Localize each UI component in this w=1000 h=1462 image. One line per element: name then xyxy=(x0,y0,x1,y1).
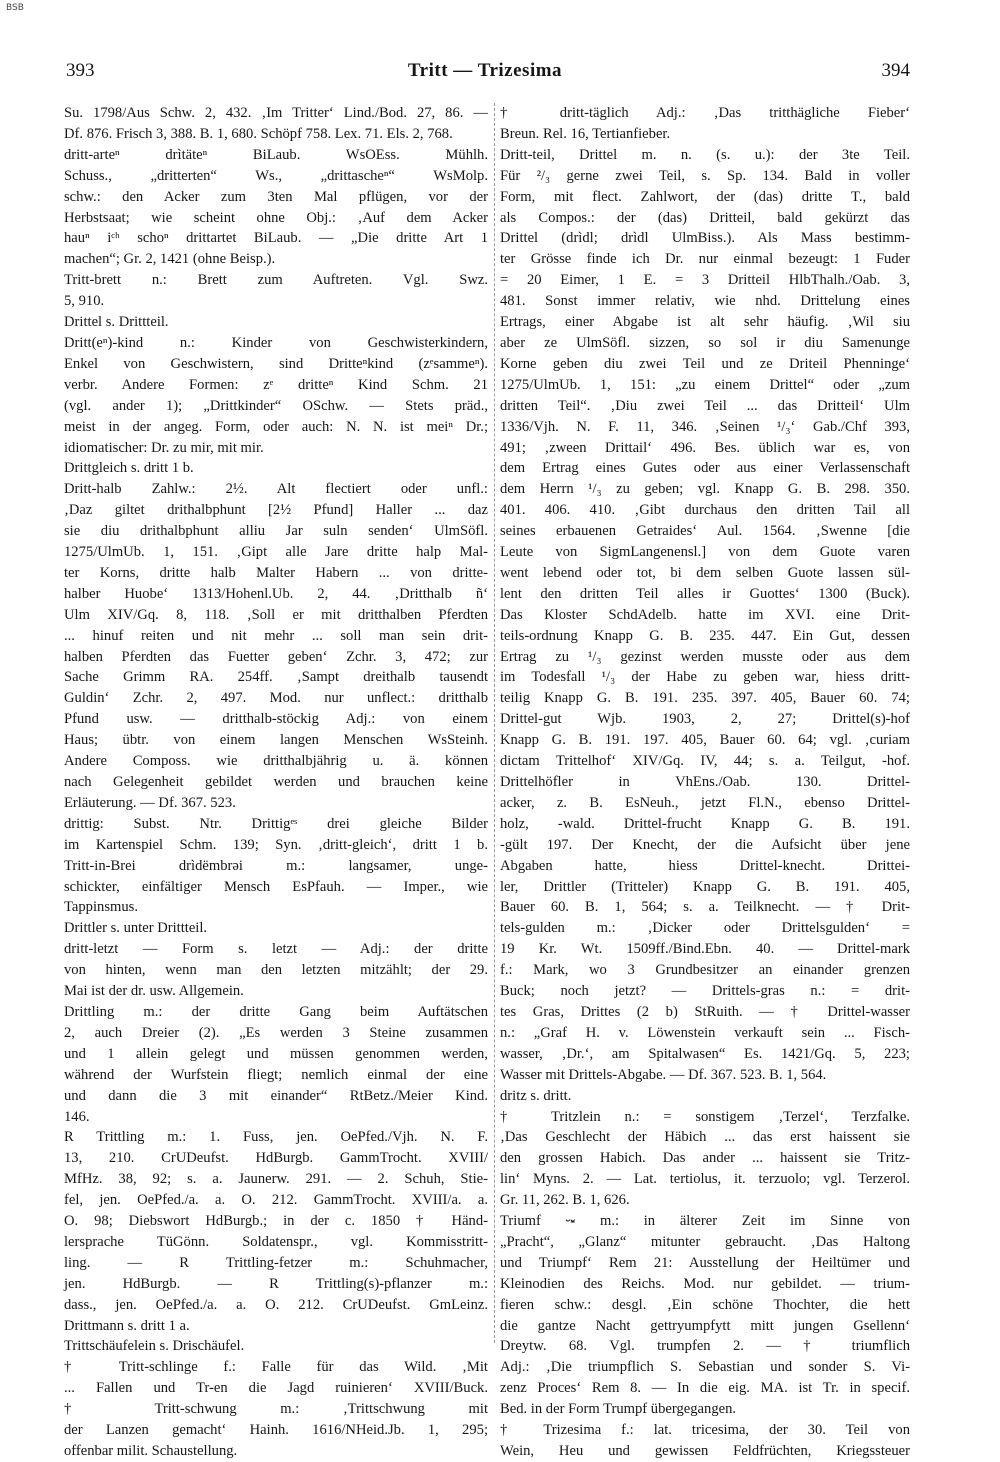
text-line: Kleinodien des Reichs. Mod. nur gebildet. — trium- xyxy=(500,1275,910,1292)
text-line: dass., jen. OePfed./a. a. O. 212. CrUDeufst. GmLeinz. xyxy=(64,1296,488,1313)
text-line: went lebend oder tot, bi dem selben Guote lassen sül- xyxy=(500,564,910,581)
text-line: teils-ordnung Knapp G. B. 235. 447. Ein Gut, dessen xyxy=(500,627,910,644)
text-line: dictam Trittelhof‘ XIV/Gq. IV, 44; s. a. Teilgut, -hof. xyxy=(500,753,910,770)
text-line: Ertrags, einer Abgabe ist alt sehr häufig. ‚Wil siu xyxy=(500,314,910,331)
text-line: Ertrag zu ¹/₃ gezinst werden musste oder aus dem xyxy=(500,648,910,665)
text-line: Drittel-gut Wjb. 1903, 2, 27; Drittel(s)-hof xyxy=(500,711,910,728)
text-line: jen. HdBurgb. — R Trittling(s)-pflanzer m.: xyxy=(64,1275,488,1292)
text-line: 1275/UlmUb. 1, 151. ‚Gipt alle Jare dritte halp Mal- xyxy=(64,544,488,561)
text-line: als Compos.: der (das) Dritteil, bald gekürzt das xyxy=(500,209,910,226)
text-line: lersprache TüGönn. Soldatenspr., vgl. Kommisstritt- xyxy=(64,1233,488,1250)
text-line: -gült 197. Der Knecht, der die Aufsicht über jene xyxy=(500,836,910,853)
text-line: tes Gras, Drittes (2 b) StRuith. — † Drittel-wasser xyxy=(500,1003,910,1020)
text-line: Erläuterung. — Df. 367. 523. xyxy=(64,794,236,811)
text-line: der Lanzen gemacht‘ Hainh. 1616/NHeid.Jb. 1, 295; xyxy=(64,1422,488,1439)
text-line: die gantze Nacht gettryumpfytt mitt jungen Gsellenn‘ xyxy=(500,1317,910,1334)
text-line: R Trittling m.: 1. Fuss, jen. OePfed./Vjh. N. F. xyxy=(64,1129,488,1146)
text-line: Df. 876. Frisch 3, 388. B. 1, 680. Schöpf 758. Lex. 71. Els. 2, 768. xyxy=(64,125,453,142)
text-line: ... Fallen und Tr-en die Jagd ruinieren‘ XVIII/Buck. xyxy=(64,1380,488,1397)
text-line: teilig Knapp G. B. 191. 235. 397. 405, Bauer 60. 74; xyxy=(500,690,910,707)
text-line: ‚Das Geschlecht der Häbich ... das erst haissent sie xyxy=(500,1129,910,1146)
text-line: Gr. 11, 262. B. 1, 626. xyxy=(500,1192,630,1209)
text-line: n.: „Graf H. v. Löwenstein verkauft sein ... Fisch- xyxy=(500,1024,910,1041)
text-line: Drittel (drìdl; drìdl UlmBiss.). Als Mass bestimm- xyxy=(500,230,910,247)
text-line: und dann die 3 mit einander“ RtBetz./Meier Kind. xyxy=(64,1087,488,1104)
text-line: seines erbauenen Getraides‘ Aul. 1564. ‚Swenne [die xyxy=(500,523,910,540)
text-line: wasser, ‚Dr.‘, am Spitalwasen“ Es. 1421/Gq. 5, 223; xyxy=(500,1045,910,1062)
text-line: Wasser mit Drittels-Abgabe. — Df. 367. 523. B. 1, 564. xyxy=(500,1066,827,1083)
text-line: Andere Composs. wie dritthalbjährig u. ä. können xyxy=(64,753,488,770)
text-line: Abgaben hatte, hiess Drittel-knecht. Drittei- xyxy=(500,857,910,874)
text-line: dem Ertrag eines Gutes oder aus einer Verlassenschaft xyxy=(500,460,910,477)
text-line: hauⁿ iᶜʰ schoⁿ drittartet BiLaub. — „Die dritte Art 1 xyxy=(64,230,488,247)
text-line: (vgl. ander 1); „Drittkinder“ OSchw. — Stets präd., xyxy=(64,397,488,414)
text-line: lent den dritten Teil alles ir Guottes‘ 1300 (Buck). xyxy=(500,585,910,602)
column-divider xyxy=(494,103,495,1343)
text-line: Knapp G. B. 191. 197. 405, Bauer 60. 64; vgl. ‚curiam xyxy=(500,732,910,749)
text-line: Korne geben diu zwei Teil und ze Driteil Phenninge‘ xyxy=(500,355,910,372)
text-line: Tritt-in-Brei drìdëmbrəi m.: langsamer, unge- xyxy=(64,857,488,874)
text-line: tels-gulden m.: ‚Dicker oder Drittelsgulden‘ = xyxy=(500,920,910,937)
text-line: Enkel von Geschwistern, sind Dritteⁿkind (zᵉsammeⁿ). xyxy=(64,355,488,372)
page-header xyxy=(60,60,910,86)
text-line: Tappinsmus. xyxy=(64,899,138,916)
text-line: † Tritzlein n.: = sonstigem ‚Terzel‘, Terzfalke. xyxy=(500,1108,910,1125)
text-line: 5, 910. xyxy=(64,293,105,310)
text-line: Drittler s. unter Drittteil. xyxy=(64,920,208,937)
left-column xyxy=(64,103,488,1459)
text-line: dritt-arteⁿ drìtäteⁿ BiLaub. WsOEss. Mühlh. xyxy=(64,146,488,163)
text-line: Haus; übtr. von einem langen Menschen WsSteinh. xyxy=(64,732,488,749)
text-line: 1275/UlmUb. 1, 151: „zu einem Drittel“ oder „zum xyxy=(500,376,910,393)
text-line: im Kartenspiel Schm. 139; Syn. ‚dritt-gleich‘, dritt 1 b. xyxy=(64,836,488,853)
text-line: Sache Grimm RA. 254ff. ‚Sampt dreithalb tausendt xyxy=(64,669,488,686)
text-line: Dritt(eⁿ)-kind n.: Kinder von Geschwisterkindern, xyxy=(64,334,488,351)
text-line: und Triumpf‘ Rem 21: Ausstellung der Heiltümer und xyxy=(500,1254,910,1271)
text-line: fieren schw.: desgl. ‚Ein schöne Thochter, die hett xyxy=(500,1296,910,1313)
library-stamp: BSB xyxy=(6,3,24,13)
text-line: 1336/Vjh. N. F. 11, 346. ‚Seinen ¹/₃‘ Gab./Chf 393, xyxy=(500,418,910,435)
right-column xyxy=(500,103,910,1459)
text-line: Bed. in der Form Trumpf übergegangen. xyxy=(500,1401,737,1418)
text-line: offenbar milit. Schaustellung. xyxy=(64,1443,238,1459)
text-line: Tritt-brett n.: Brett zum Auftreten. Vgl. Swz. xyxy=(64,272,488,289)
text-line: ling. — R Trittling-fetzer m.: Schuhmacher, xyxy=(64,1254,488,1271)
text-line: 481. Sonst immer relativ, wie nhd. Drittelung eines xyxy=(500,293,910,310)
text-line: dritz s. dritt. xyxy=(500,1087,572,1104)
text-line: nach Gelegenheit gebildet werden und brauchen keine xyxy=(64,774,488,790)
text-line: Drittelhöfler in VhEns./Oab. 130. Drittel- xyxy=(500,774,910,790)
text-line: halber Huobe‘ 1313/Hohenl.Ub. 2, 44. ‚Dritthalb ñ‘ xyxy=(64,585,488,602)
text-line: und 1 allein gelegt und müssen genommen werden, xyxy=(64,1045,488,1062)
text-line: f.: Mark, wo 3 Grundbesitzer an einander grenzen xyxy=(500,962,910,979)
text-line: dritten Teil“. ‚Diu zwei Teil ... das Dritteil‘ Ulm xyxy=(500,397,910,414)
text-line: Dreytw. 68. Vgl. trumpfen 2. — † triumflich xyxy=(500,1338,910,1355)
text-line: sie diu drithalbphunt alliu Jar suln senden‘ UlmSöfl. xyxy=(64,523,488,540)
text-line: zenz Proces‘ Rem 8. — In die eig. MA. ist Tr. in specif. xyxy=(500,1380,910,1397)
text-line: Triumf ⏑⏓ m.: in älterer Zeit im Sinne von xyxy=(500,1213,910,1230)
text-line: Dritt-halb Zahlw.: 2½. Alt flectiert oder unfl.: xyxy=(64,481,488,498)
text-line: Mai ist der dr. usw. Allgemein. xyxy=(64,983,244,1000)
text-line: Wein, Heu und gewissen Feldfrüchten, Kriegssteuer xyxy=(500,1443,910,1459)
text-line: von hinten, wenn man den letzten mitzählt; der 29. xyxy=(64,962,488,979)
text-line: Leute von SigmLangenensl.] von dem Guote varen xyxy=(500,544,910,561)
text-line: = 20 Eimer, 1 E. = 3 Dritteil HlbThalh./Oab. 3, xyxy=(500,272,910,289)
text-line: 19 Kr. Wt. 1509ff./Bind.Ebn. 40. — Drittel-mark xyxy=(500,941,910,958)
text-line: † Tritt-schwung m.: ‚Trittschwung mit xyxy=(64,1401,488,1418)
text-line: machen“; Gr. 2, 1421 (ohne Beisp.). xyxy=(64,251,276,268)
text-line: ter Korns, dritte halb Malter Habern ... von dritte- xyxy=(64,564,488,581)
text-line: Form, mit flect. Zahlwort, der (das) dritte T., bald xyxy=(500,188,910,205)
text-line: während der Wurfstein fliegt; nemlich einmal der eine xyxy=(64,1066,488,1083)
text-line: Adj.: ‚Die triumpflich S. Sebastian und sonder S. Vi- xyxy=(500,1359,910,1376)
text-line: schw.: den Acker zum 3ten Mal pflügen, vor der xyxy=(64,188,488,205)
text-line: Su. 1798/Aus Schw. 2, 432. ‚Im Tritter‘ Lind./Bod. 27, 86. — xyxy=(64,105,488,121)
text-line: fel, jen. OePfed./a. a. O. 212. GammTrocht. XVIII/a. a. xyxy=(64,1192,488,1209)
text-line: lin‘ Myns. 2. — Lat. tertiolus, it. terzuolo; vgl. Terzerol. xyxy=(500,1171,910,1188)
text-line: 491; ‚zween Drittail‘ 496. Bes. üblich war es, von xyxy=(500,439,910,456)
text-line: idiomatischer: Dr. zu mir, mit mir. xyxy=(64,439,264,456)
text-line: Pfund usw. — dritthalb-stöckig Adj.: von einem xyxy=(64,711,488,728)
text-line: 401. 406. 410. ‚Gibt durchaus den dritten Tail all xyxy=(500,502,910,519)
text-line: Ulm XIV/Gq. 8, 118. ‚Soll er mit dritthalben Pferdten xyxy=(64,606,488,623)
text-line: Trittschäufelein s. Drischäufel. xyxy=(64,1338,245,1355)
text-line: O. 98; Diebswort HdBurgb.; in der c. 1850 † Händ- xyxy=(64,1213,488,1230)
text-line: Bauer 60. B. 1, 564; s. a. Teilknecht. — † Drit- xyxy=(500,899,910,916)
text-line: den grossen Habich. Das ander ... haissent sie Tritz- xyxy=(500,1150,910,1167)
text-line: Dritt-teil, Drittel m. n. (s. u.): der 3te Teil. xyxy=(500,146,910,163)
text-line: Drittel s. Drittteil. xyxy=(64,314,169,331)
running-title: Tritt — Trizesima xyxy=(407,60,563,81)
text-line: ter Grösse finde ich Dr. nur einmal bezeugt: 1 Fuder xyxy=(500,251,910,268)
text-line: Für ²/₃ gerne zwei Teil, s. Sp. 134. Bald in voller xyxy=(500,167,910,184)
text-line: Breun. Rel. 16, Tertianfieber. xyxy=(500,125,671,142)
text-line: schickter, einfältiger Mensch EsPfauh. — Imper., wie xyxy=(64,878,488,895)
text-line: Drittgleich s. dritt 1 b. xyxy=(64,460,194,477)
text-line: halben Pferdten das Fuetter geben‘ Zchr. 3, 472; zur xyxy=(64,648,488,665)
text-line: 13, 210. CrUDeufst. HdBurgb. GammTrocht. XVIII/ xyxy=(64,1150,488,1167)
text-line: Herbstsaat; wie scheint ohne Obj.: ‚Auf dem Acker xyxy=(64,209,488,226)
text-line: holz, -wald. Drittel-frucht Knapp G. B. 191. xyxy=(500,815,910,832)
text-line: Schuss., „dritterten“ Ws., „drittascheⁿ“ WsMolp. xyxy=(64,167,488,184)
text-line: Buck; noch jetzt? — Drittels-gras n.: = drit- xyxy=(500,983,910,1000)
text-line: dem Herrn ¹/₃ zu geben; vgl. Knapp G. B. 298. 350. xyxy=(500,481,910,498)
text-line: MfHz. 38, 92; s. a. Jaunerw. 291. — 2. Schuh, Stie- xyxy=(64,1171,488,1188)
text-line: ‚Daz giltet drithalbphunt [2½ Pfund] Haller ... daz xyxy=(64,502,488,519)
text-line: ... hinuf reiten und nit mehr ... soll man sein drit- xyxy=(64,627,488,644)
text-line: meist in der angeg. Form, oder auch: N. N. ist meiⁿ Dr.; xyxy=(64,418,488,435)
text-line: aber ze UlmSöfl. sizzen, so sol ir diu Samenunge xyxy=(500,334,910,351)
text-line: 2, auch Dreier (2). „Es werden 3 Steine zusammen xyxy=(64,1024,488,1041)
text-line: verbr. Andere Formen: zᵉ dritteⁿ Kind Schm. 21 xyxy=(64,376,488,393)
text-line: im Todesfall ¹/₃ der Habe zu geben war, hiess dritt- xyxy=(500,669,910,686)
text-line: † Tritt-schlinge f.: Falle für das Wild. ‚Mit xyxy=(64,1359,488,1376)
text-line: Guldin‘ Zchr. 2, 497. Mod. nur unflect.: dritthalb xyxy=(64,690,488,707)
text-line: † Trizesima f.: lat. tricesima, der 30. Teil von xyxy=(500,1422,910,1439)
left-page-number: 393 xyxy=(66,60,95,81)
text-line: acker, z. B. EsNeuh., jetzt Fl.N., ebenso Drittel- xyxy=(500,794,910,811)
text-line: drittig: Subst. Ntr. Drittigᵉˢ drei gleiche Bilder xyxy=(64,815,488,832)
text-line: Drittmann s. dritt 1 a. xyxy=(64,1317,190,1334)
text-line: 146. xyxy=(64,1108,90,1125)
text-line: ler, Drittler (Tritteler) Knapp G. B. 191. 405, xyxy=(500,878,910,895)
right-page-number: 394 xyxy=(881,60,910,81)
text-line: Drittling m.: der dritte Gang beim Auftätschen xyxy=(64,1003,488,1020)
text-line: dritt-letzt — Form s. letzt — Adj.: der dritte xyxy=(64,941,488,958)
text-line: † dritt-täglich Adj.: ‚Das tritthägliche Fieber‘ xyxy=(500,105,910,121)
text-line: „Pracht“, „Glanz“ mitunter gebraucht. ‚Das Haltong xyxy=(500,1233,910,1250)
text-line: Das Kloster SchdAdelb. hatte im XVI. eine Drit- xyxy=(500,606,910,623)
